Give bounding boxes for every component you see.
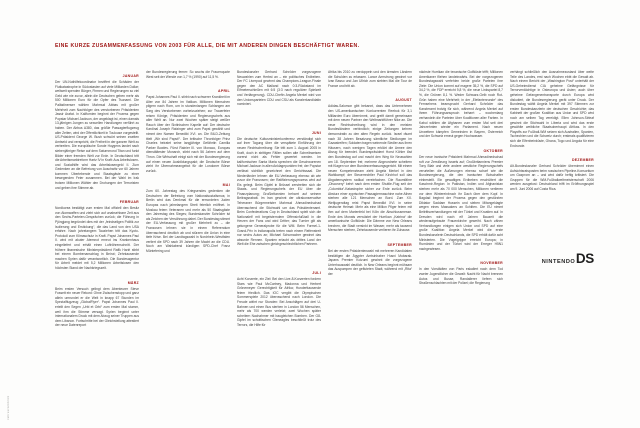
body-paragraph: Acht Konzerte, ein Ziel: Bei den Live-8-Konzerten fordern Stars wie Paul McCartney, Madonna und Herbert Grönemeyer Gerechtigkeit für Afrika; Hunderttausende feiern friedlich. Das IOC vergibt die Olympischen Sommerspiele 2012 überraschend nach London. Die Freude währt nur Stunden: Bei Anschlägen auf drei U-Bahnen und einen Bus sterben in London 56 Menschen, mehr als 700 werden verletzt; zwei Wochen später scheitern Nachahmer mit baugleichen Bomben. Der G8-Gipfel im schottischen Gleneagles beschließt trotz des Terrors, die Hilfe für	[237, 277, 321, 327]
columns-region	[55, 70, 594, 378]
body-paragraph: Der neue iranische Präsident Mahmud Ahmadinedschad ruft zur Zerstörung Israels auf; Großbritanniens Premier Tony Blair und viele andere westliche Regierungschefs verurteilen die Äußerungen ebenso scharf wie die Bundesregierung, die den iranischen Botschafter einbestellt. Ein gewaltiges Erdbeben erschüttert die Kaschmir-Region: In Pakistan, Indien und Afghanistan sterben mehr als 70 000 Menschen, Millionen verlieren vor dem Wintereinbruch ihr Dach über dem Kopf. In Bagdad beginnt der Prozess gegen den gestürzten Diktator Saddam Hussein und sieben Mitangeklagte wegen eines Massakers an Schiiten. Die EU nimmt Beitrittsverhandlungen mit der Türkei und Kroatien auf. In Dresden wird nach elf Jahren Bauzeit die wiederaufgebaute Frauenkirche geweiht. Nach zähen Verhandlungen einigen sich Union und SPD auf eine große Koalition: Angela Merkel wird die erste Bundeskanzlerin Deutschlands, die SPD erhält dafür acht Ministerien. Die Vogelgrippe erreicht Europa; in Rumänien und der Türkei wird der Erreger H5N1 nachgewiesen.	[419, 154, 503, 251]
text-column	[55, 70, 139, 378]
text-column	[237, 70, 321, 378]
month-heading: FEBRUAR	[119, 200, 139, 205]
ds-wordmark: DS	[575, 251, 594, 266]
body-paragraph: Die deutsche Kultusministerkonferenz verständigt sich auf ihrer Tagung über die verspätete Einführung der neuen Rechtschreibung: Sie tritt zum 1. August 2005 in Kraft, doch in strittigen Fällen sollen alte Schreibweisen vorerst nicht als Fehler gewertet werden. Im kalifornischen Santa Maria sprechen die Geschworenen Michael Jackson in allen Anklagepunkten frei; der Popstar verlässt sichtlich gezeichnet den Gerichtssaal. Die Niederländer lehnen die EU-Verfassung ebenso ab wie zuvor die Franzosen; der Ratifizierungsprozess wird auf Eis gelegt. Beim Gipfel in Brüssel zerstreiten sich die Staats- und Regierungschefs der EU über die Finanzplanung; Großbritannien beharrt auf seinem Beitragsrabatt. Im Iran gewinnt der ultrakonservative Teheraner Bürgermeister Mahmud Ahmadinedschad überraschend die Stichwahl um das Präsidentenamt. Beim Confederations Cup in Deutschland spielt sich die Nationalelf mit begeisterndem Offensivfußball in die Herzen der Fans und wird Dritter; das Turnier gilt als gelungene Generalprobe für die WM. Beim Formel-1-Grand-Prix in Indianapolis treten nach einem Reifenstreit nur sechs Autos an; Michael Schumacher gewinnt das absurde Rennen. Spanien erlaubt als drittes Land der Welt die Ehe zwischen gleichgeschlechtlichen Partnern.	[237, 136, 321, 247]
month-heading: NOVEMBER	[480, 261, 503, 266]
body-paragraph: Bei der ersten Präsidentenwahl mit mehreren Kandidaten bestätigen die Ägypter Amtsinhaber Husni Mubarak. Japans Premier Koizumi gewinnt die vorgezogene Unterhauswahl deutlich. In New Orleans beginnt mühsam das Auspumpen der gefluteten Stadt, während mit „Rita“ der	[328, 249, 412, 276]
body-paragraph: der Bundesregierung ferner: So wuchs die Frauenquote West seit der Wende von 1,7 % (1990) auf 11,5 %.	[146, 70, 230, 79]
body-paragraph: Alt-Bundeskanzler Gerhard Schröder übernimmt einen Aufsichtsratsposten beim russischen Pipeline-Konsortium um Gazprom an – und wird dafür heftig kritisiert. Die Gruppen für die WM-Fußballweltmeisterschaft 2006 werden ausgelost: Deutschland trifft im Eröffnungsspiel am 9. Juni 2006 auf Costa Rica.	[510, 164, 594, 192]
body-paragraph: Zum 60. Jahrestag des Kriegsendes gedenken die Deutschen der Befreiung vom Nationalsozialismus; in Berlin wird das Denkmal für die ermordeten Juden Europas nach jahrelangem Streit feierlich eröffnet. In Moskau feiern Veteranen und mehr als 50 Staatsgäste den Jahrestag des Sieges; Bundeskanzler Schröder ist als Zeichen der Versöhnung dabei. Der Bundestag stimmt der EU-Verfassung mit großer Mehrheit zu – die Franzosen lehnen sie in einem Referendum überraschend deutlich ab und stürzen die Union in eine tiefe Krise. Bei der Landtagswahl in Nordrhein-Westfalen verliert die SPD nach 39 Jahren die Macht an die CDU. Noch am Wahlabend kündigen SPD-Chef Franz Müntefering und	[146, 189, 230, 253]
month-heading: MAI	[222, 183, 230, 188]
month-heading: JUNI	[311, 130, 321, 135]
nintendo-ds-logo	[498, 250, 594, 268]
body-paragraph: Afrika bis 2010 zu verdoppeln und den ärmsten Ländern die Schulden zu erlassen. Lance Armstrong gewinnt vor Ivan Basso und Jan Ullrich zum siebten Mal die Tour de France und tritt ab.	[328, 70, 412, 88]
body-paragraph: Papst Johannes Paul II. stirbt nach schwerer Krankheit im Alter von 84 Jahren im Vatikan. Millionen Menschen pilgern nach Rom, um in stundenlangen Schlangen am Sarg des Verstorbenen vorbeizuziehen; zur Trauerfeier reisen Könige, Präsidenten und Regierungschefs aus aller Welt an. Nur zwei Wochen später steigt weißer Rauch über der Sixtinischen Kapelle auf: Der deutsche Kardinal Joseph Ratzinger wird zum Papst gewählt und nimmt den Namen Benedikt XVI. an. Die BILD-Zeitung titelt „Wir sind Papst!“. Der britische Thronfolger Prinz Charles heiratet seine langjährige Gefährtin Camilla Parker Bowles. Fürst Rainier III. von Monaco, Europas dienstältester Monarch, stirbt nach 56 Jahren auf dem Thron. Die Wirtschaft einigt sich mit der Bundesregierung auf einen neuen Ausbildungspakt; die Deutsche Börse zieht ihr Übernahmeangebot für die Londoner Börse zurück.	[146, 95, 230, 173]
month-heading: DEZEMBER	[571, 158, 594, 163]
month-heading: JANUAR	[122, 74, 139, 78]
spine-caption: Jahresrückblick	[7, 395, 10, 420]
body-paragraph: Nordkorea bestätigt zum ersten Mal offiziell den Besitz von Atomwaffen und zieht sich auf unabsehbare Zeit aus den Sechs-Parteien-Gesprächen zurück; die Führung in Pjöngjang begründet dies mit der „feindseligen Politik zur Isolierung und Erstickung“, die das Land von den USA erfahre. Nach jahrelangem Tauziehen tritt das Kyoto-Protokoll zum Klimaschutz in Kraft. Papst Johannes Paul II. wird mit akuter Atemnot erneut ins Krankenhaus eingeliefert und erhält einen Luftröhrenschnitt. Der frühere libanesische Ministerpräsident Rafik Hariri stirbt bei einem Bombenanschlag in Beirut; Zehntausende machen Syrien dafür verantwortlich. Die Bundesagentur für Arbeit meldet mit 5,2 Millionen Arbeitslosen den höchsten Stand der Nachkriegszeit.	[55, 206, 139, 270]
month-heading: MÄRZ	[127, 280, 139, 285]
text-column	[146, 70, 230, 378]
body-paragraph: Adidas-Salomon gibt bekannt, dass das Unternehmen den US-amerikanischen Konkurrenten Reebok für 3,1 Milliarden Euro übernimmt, und greift damit gemeinsam mit dem neuen Partner den Weltmarktführer Nike an. Die neue Rechtschreibung wird in den meisten Bundesländern verbindlich; einige Zeitungen kehren demonstrativ zu den alten Regeln zurück. Israel räumt nach 38 Jahren Besatzung sämtliche Siedlungen im Gazastreifen; Soldaten tragen weinende Siedler aus ihren Häusern, nach wenigen Tagen erklärt die Armee den Abzug für beendet. Bundespräsident Horst Köhler löst den Bundestag auf und macht den Weg für Neuwahlen am 18. September frei; mehrere Abgeordnete scheitern mit Klagen vor dem Bundesverfassungsgericht. Mit einem neuen Kompetenzteam zieht Angela Merkel in den Wahlkampf; der Steuerrechtler Paul Kirchhof soll das Abgabensystem radikal vereinfachen. Die Raumfähre „Discovery“ kehrt nach dem ersten Shuttle-Flug seit der „Columbia“-Katastrophe sicher zur Erde zurück. Beim Absturz einer zyprischen Passagiermaschine nahe Athen sterben alle 121 Menschen an Bord. Zum XX. Weltjugendtag reist Papst Benedikt XVI. in seine deutsche Heimat: Mehr als eine Million Pilger feiern mit ihm auf dem Marienfeld bei Köln die Abschlussmesse. Ende des Monats verwüstet der Hurrikan „Katrina“ die amerikanische Golfküste: Die Dämme von New Orleans brechen, die Stadt versinkt im Wasser, mehr als tausend Menschen sterben, Zehntausende verlieren ihr Zuhause.	[328, 104, 412, 233]
text-column	[419, 70, 503, 378]
body-paragraph: nächste Hurrikan die texanische Golfküste trifft; Millionen Amerikaner fliehen landeinwärts. Bei der vorgezogenen Bundestagswahl verfehlen beide große Parteien ihre Ziele: Die Union kommt auf magere 35,2 %, die SPD auf 34,2 %, die FDP erreicht 9,8 %, die neue Linkspartei 8,7 %, die Grünen 8,1 %. Weder Schwarz-Gelb noch Rot-Grün haben eine Mehrheit; in der „Elefantenrunde“ des Fernsehens beansprucht Gerhard Schröder das Kanzleramt trotzig für sich, während Angela Merkel auf ihrem Führungsanspruch beharrt – wochenlang verhandeln die Parteien über Koalitionen aller Farben. In Kabul wählen die Afghanen zum ersten Mal seit drei Jahrzehnten wieder ein Parlament. Nach neuen Unwettern kämpfen Gemeinden in Bayern, Österreich und der Schweiz erneut gegen Hochwasser.	[419, 70, 503, 139]
month-heading: APRIL	[218, 89, 230, 94]
month-heading: OKTOBER	[483, 148, 503, 153]
month-heading: SEPTEMBER	[387, 243, 412, 247]
month-heading: JULI	[312, 271, 321, 275]
body-paragraph: Bundeskanzler Gerhard Schröder vorgezogene Neuwahlen zum Herbst an – ein politisches Erdbeben. Der FC Liverpool gewinnt das Champions-League-Finale gegen den AC Mailand nach 0:3-Rückstand im Elfmeterschießen mit 6:5 (3:3 nach regulärer Spielzeit und Verlängerung). CDU-Chefin Angela Merkel wird von den Unionsparteien CDU und CSU als Kanzlerkandidatin nominiert.	[237, 70, 321, 107]
month-heading: AUGUST	[395, 98, 412, 103]
body-paragraph: In den Vorstädten von Paris eskaliert nach dem Tod zweier Jugendlicher die Gewalt: Nacht für Nacht brennen Autos und Busse, Randalierer liefern sich Straßenschlachten mit der Polizei; die Regierung	[419, 267, 503, 286]
text-column	[510, 70, 594, 378]
nintendo-wordmark: NINTENDO	[541, 259, 576, 265]
body-paragraph: Beim ersten Versuch gelingt dem Abenteurer Steve Fossett ein neuer Rekord: Ohne Zwischenstopp und ganz allein umrundet er die Welt in knapp 67 Stunden im Spezialflugzeug „GlobalFlyer“. Papst Johannes Paul II. erteilt den Segen „Urbi et Orbi“ zum ersten Mal stumm, weil ihm die Stimme versagt. Syrien beginnt unter internationalem Druck mit dem Abzug seiner Truppen aus dem Libanon. Fortschritte bei der Gleichstellung attestiert der neue Datenreport	[55, 286, 139, 328]
page-title: EINE KURZE ZUSAMMENFASSUNG VON 2003 FÜR ALLE, DIE MIT ANDEREN DINGEN BESCHÄFTIGT WAREN.	[55, 43, 360, 49]
body-paragraph: verhängt schließlich den Ausnahmezustand über weite Teile des Landes, erst nach Wochen ebbt die Gewalt ab. Nach einem Bericht der „Washington Post“ unterhält der US-Geheimdienst CIA geheime Gefängnisse für Terrorverdächtige in Osteuropa und Asien; auch über geheime Gefangenentransporte durch Europa wird diskutiert, die Bundesregierung gerät unter Druck. Der Bundestag wählt Angela Merkel mit 397 Stimmen zur ersten Bundeskanzlerin der deutschen Geschichte; das Kabinett der großen Koalition aus Union und SPD wird noch am selben Tag vereidigt. Ellen Johnson-Sirleaf gewinnt die Stichwahl in Liberia und wird das erste gewählte weibliche Staatsoberhaupt Afrikas. In den Playoffs zur Fußball-WM setzen sich Australien, Spanien, Tschechien und die Schweiz durch; erstmals qualifizieren sich die Elfenbeinküste, Ghana, Togo und Angola für eine Endrunde.	[510, 70, 594, 148]
text-column	[328, 70, 412, 378]
body-paragraph: Der UN-Nothilfekoordinator beziffert die Schäden der Flutkatastrophe in Südostasien auf viele Milliarden Dollar; weltweit spenden Bürger, Firmen und Regierungen so viel Geld wie nie zuvor, allein die Deutschen geben mehr als 500 Millionen Euro für die Opfer des Tsunami. Die Palästinenser wählen Mahmud Abbas mit großer Mehrheit zum Nachfolger des verstorbenen Präsidenten Jassir Arafat. In Kalifornien beginnt der Prozess gegen Popstar Michael Jackson, der angeklagt ist, einen damals 13-jährigen Jungen zu sexuellen Handlungen verführt zu haben. Der Airbus A380, das größte Passagierflugzeug aller Zeiten, wird der Öffentlichkeit in Toulouse vorgestellt. US-Präsident George W. Bush schwört seinen zweiten Amtseid und verspricht, die Freiheit in der ganzen Welt zu verbreiten. Die europäische Sonde Huygens landet nach siebenjähriger Reise auf dem Saturnmond Titan und funkt Bilder einer fremden Welt zur Erde. In Deutschland tritt die Arbeitsmarktreform Hartz IV in Kraft: Aus Arbeitslosen- und Sozialhilfe wird das Arbeitslosengeld II. Zum Gedenken an die Befreiung von Auschwitz vor 60 Jahren kommen Überlebende und Staatsgäste zu einer bewegenden Feier zusammen. Bei der Wahl im Irak trotzen Millionen Wähler den Drohungen der Terroristen und geben ihre Stimme ab.	[55, 80, 139, 190]
